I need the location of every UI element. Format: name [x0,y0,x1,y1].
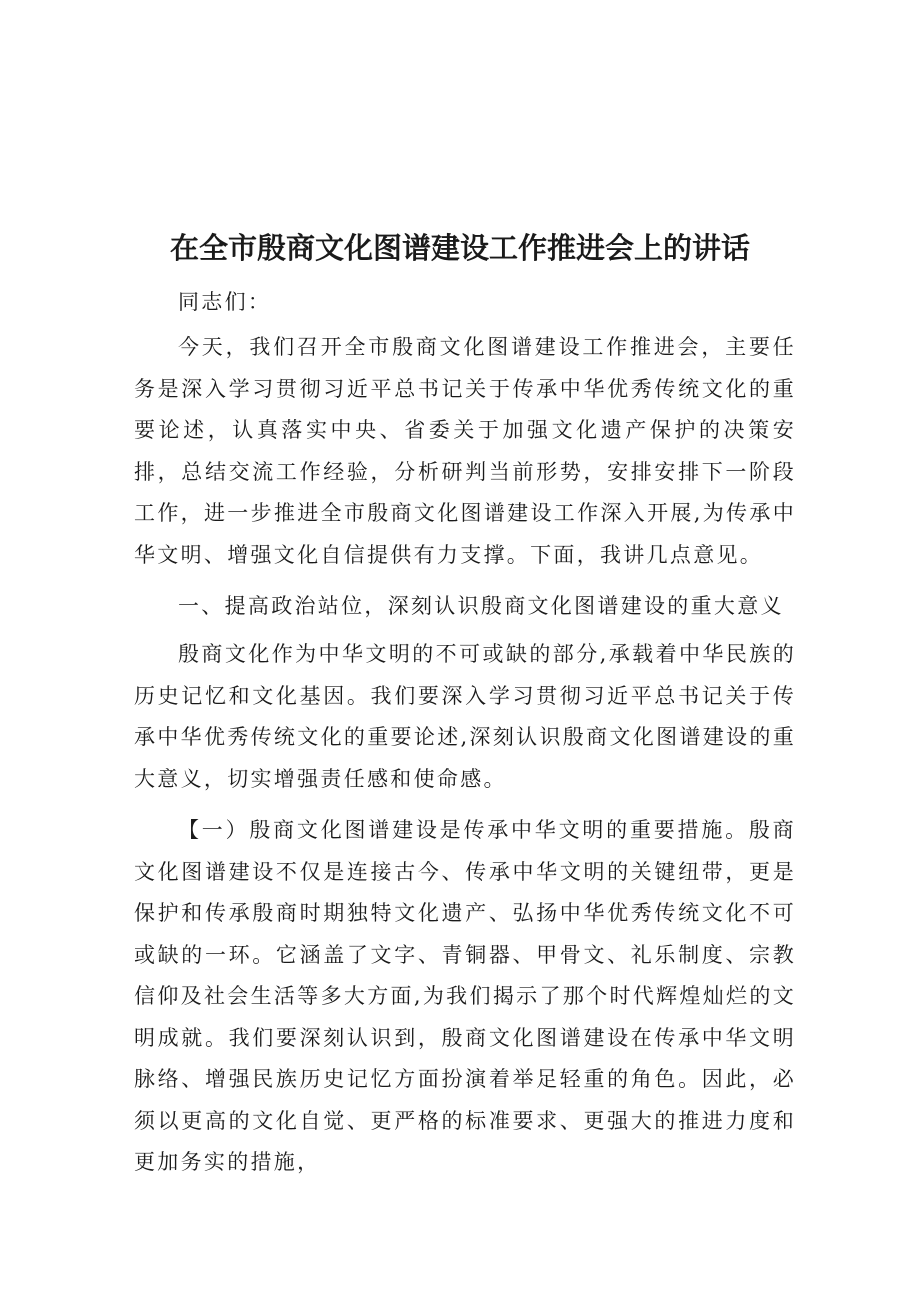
paragraph-section-1: 殷商文化作为中华文明的不可或缺的部分,承载着中华民族的历史记忆和文化基因。我们要深入学习贯彻习近平总书记关于传承中华优秀传统文化的重要论述,深刻认识殷商文化图谱建设的重大意义，切实增强责任感和使命感。 [134,642,796,791]
salutation: 同志们： [178,290,272,314]
paragraph-intro: 今天，我们召开全市殷商文化图谱建设工作推进会，主要任务是深入学习贯彻习近平总书记关于传承中华优秀传统文化的重要论述，认真落实中央、省委关于加强文化遗产保护的决策安排，总结交流工作经验，分析研判当前形势，安排安排下一阶段工作，进一步推进全市殷商文化图谱建设工作深入开展,为传承中华文明、增强文化自信提供有力支撑。下面，我讲几点意见。 [134,335,796,567]
paragraph-subsection-1: 【一）殷商文化图谱建设是传承中华文明的重要措施。殷商文化图谱建设不仅是连接古今、传承中华文明的关键纽带，更是保护和传承殷商时期独特文化遗产、弘扬中华优秀传统文化不可或缺的一环。它涵盖了文字、青铜器、甲骨文、礼乐制度、宗教信仰及社会生活等多大方面,为我们揭示了那个时代辉煌灿烂的文明成就。我们要深刻认识到，殷商文化图谱建设在传承中华文明脉络、增强民族历史记忆方面扮演着举足轻重的角色。因此，必须以更高的文化自觉、更严格的标准要求、更强大的推进力度和更加务实的措施， [134,818,796,1174]
document-title: 在全市殷商文化图谱建设工作推进会上的讲话 [169,231,750,265]
section-heading-1: 一、提高政治站位，深刻认识殷商文化图谱建设的重大意义 [178,594,784,618]
